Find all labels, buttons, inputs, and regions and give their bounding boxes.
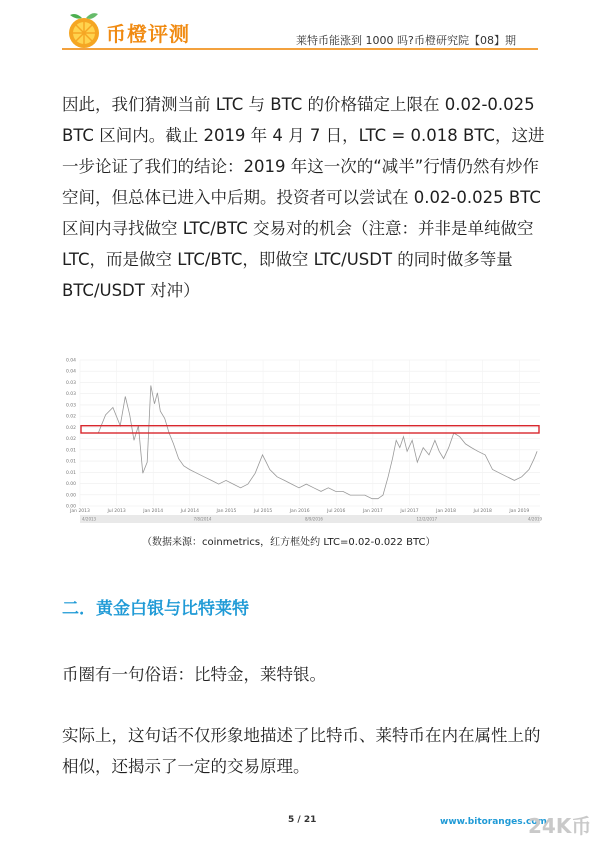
x-tick-label: Jan 2017: [362, 509, 383, 514]
navigator-tick-label: 7/8/2014: [193, 516, 212, 522]
chart-caption: （数据来源：coinmetrics，红方框处约 LTC=0.02-0.022 BTC）: [142, 537, 436, 548]
x-tick-label: Jan 2018: [436, 509, 456, 514]
chart-canvas: [62, 348, 546, 526]
x-tick-label: Jul 2015: [253, 509, 273, 514]
header-divider: [62, 48, 538, 50]
y-tick-label: 0.02: [66, 437, 77, 443]
navigator-tick-label: 4/2019: [528, 516, 543, 522]
document-title: 莱特币能涨到 1000 吗?: [296, 34, 414, 47]
y-tick-label: 0.00: [66, 482, 77, 488]
page-number: 5 / 21: [288, 815, 317, 825]
y-tick-label: 0.02: [66, 414, 77, 420]
x-tick-label: Jan 2013: [70, 509, 90, 514]
navigator-tick-label: 8/9/2016: [305, 516, 323, 522]
logo-text: 币橙评测: [106, 22, 190, 46]
ltc-btc-series-line: [98, 386, 537, 499]
x-tick-label: Jan 2019: [509, 509, 530, 514]
y-tick-label: 0.04: [66, 369, 77, 375]
y-tick-label: 0.03: [66, 403, 77, 409]
ltc-btc-chart: [62, 348, 546, 526]
navigator-tick-label: 4/2013: [82, 516, 97, 522]
x-tick-label: Jan 2016: [289, 509, 310, 514]
y-tick-label: 0.03: [66, 380, 77, 386]
y-tick-label: 0.02: [66, 425, 77, 431]
x-tick-label: Jul 2017: [400, 509, 419, 514]
y-tick-label: 0.00: [66, 493, 77, 499]
paragraph-analysis: 因此，我们猜测当前 LTC 与 BTC 的价格锚定上限在 0.02-0.025 BTC 区间内。截止 2019 年 4 月 7 日，LTC = 0.018 BTC，这进一步论证了我们的结论：2019 年这一次的“减半”行情仍然有炒作空间，但总体已进入中后期。投资者可以尝试在 0.02-0.025 BTC 区间内寻找做空 LTC/BTC 交易对的机会（注意：并非是单纯做空 LTC，而是做空 LTC/BTC，即做空 LTC/USDT 的同时做多等量 BTC/USDT 对冲）: [62, 95, 545, 300]
watermark: 24K币: [528, 814, 592, 838]
x-tick-label: Jul 2014: [180, 509, 199, 514]
y-tick-label: 0.01: [66, 448, 77, 454]
y-tick-label: 0.01: [66, 470, 77, 476]
x-tick-label: Jul 2016: [327, 509, 346, 514]
x-tick-label: Jan 2014: [143, 509, 164, 514]
website-link[interactable]: www.bitoranges.com: [440, 817, 547, 827]
x-tick-label: Jul 2013: [107, 509, 126, 514]
y-tick-label: 0.01: [66, 459, 77, 465]
y-tick-label: 0.03: [66, 392, 77, 398]
x-tick-label: Jul 2018: [473, 509, 492, 514]
paragraph-explanation: 实际上，这句话不仅形象地描述了比特币、莱特币在内在属性上的相似，还揭示了一定的交易原理。: [62, 726, 541, 776]
y-tick-label: 0.04: [66, 358, 77, 364]
issue-label: 币橙研究院【08】期: [414, 34, 516, 47]
paragraph-saying: 币圈有一句俗语：比特金，莱特银。: [62, 665, 326, 684]
navigator-tick-label: 12/2/2017: [416, 516, 438, 522]
page-header: [0, 0, 600, 60]
x-tick-label: Jan 2015: [216, 509, 237, 514]
section-heading: 二．黄金白银与比特莱特: [62, 599, 249, 619]
y-tick-label: 0.00: [66, 504, 77, 510]
highlight-box: [81, 426, 539, 433]
